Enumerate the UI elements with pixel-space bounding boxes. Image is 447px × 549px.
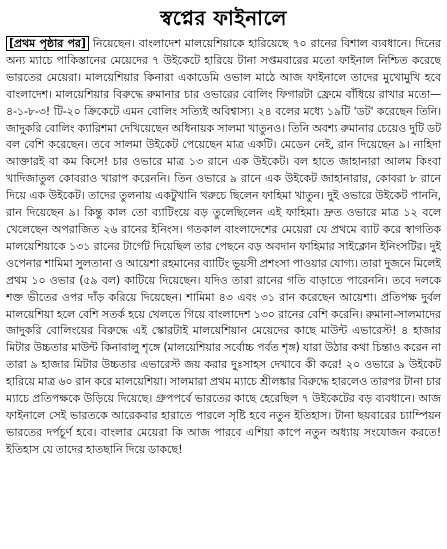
continuation-label: [প্রথম পৃষ্ঠার পর] <box>6 36 89 51</box>
headline: স্বপ্নের ফাইনালে <box>160 6 287 30</box>
article-body <box>6 36 441 546</box>
article-text: নিয়েছেন। বাংলাদেশ মালয়েশিয়াকে হারিয়েছে ৭০ রানের বিশাল ব্যবধানে। দিনের অন্য ম্যাচে পাকিস্তানের মেয়েদের ৭ উইকেটে হারিয়ে টানা সপ্তমবারের মতো ফাইনাল নিশ্চিত করেছে ভারতের মেয়েরা। মালয়েশিয়ার কিনারা একাডেমি ওভাল মাঠে আজ ফাইনালে তাদের মুখোমুখি হবে বাংলাদেশ। মালয়েশিয়ার বিরুদ্ধে রুমানার চার ওভারের বোলিং ফিগারটা ফ্রেমে বাঁধিয়ে রাখার মতো—৪-১-৮-৩! টি-২০ ক্রিকেটে এমন বোলিং সত্যিই অবিশ্বাস্য। ২৪ বলের মধ্যে ১৯টি 'ডট' করেছেন তিনি। জাদুকরি বোলিং ক্যারিশমা দেখিয়েছেন অধিনায়ক সালমা খাতুনও। তিনি অবশ্য রুমানার চেয়েও দুটি ডট বল বেশি করেছেন। তবে সালমা উইকেট পেয়েছেন মাত্র একটি। মেডেন নেই, রান দিয়েছেন ৯। নাহিদা আক্তারই বা কম কিসে! চার ওভারে মাত্র ১৩ রানে এক উইকেট। বল হাতে জাহানারা আলম কিংবা খাদিজাতুল কোবরাও খারাপ করেননি। তিন ওভারে ৯ রানে এক উইকেট জাহানারার, কোবরা ৮ রানে দিয়ে এক উইকেট। তাদের তুলনায় একটুখানি খরুচে ছিলেন ফাহিমা খাতুন। দুই ওভারে উইকেট পাননি, রান দিয়েছেন ৯। কিন্তু কাল তো ব্যাটিংয়ে বড় তুলেছিলেন এই ফাহিমা। দ্রুত ওভারে মাত্র ১২ বলে খেলেছেন অপরাজিত ২৬ রানের ইনিংস। গতকাল বাংলাদেশের মেয়েরা যে প্রথমে ব্যাট করে স্বাগতিক মালয়েশিয়াকে ১৩১ রানের টার্গেট দিয়েছিল তার পেছনে বড় অবদান ফাহিমার সাইক্লোন ইনিংসটির। দুই ওপেনার শামিমা সুলতানা ও আয়েশা রহমানের ব্যাটিং ভূয়সী প্রশংসা পাওয়ার যোগ্য। তারা দুজনে মিলেই প্রথম ১০ ওভার (৫৯ বল) কাটিয়ে দিয়েছেন। যদিও তারা রানের গতি বাড়াতে পারেননি। তবে দলকে শক্ত ভীতের ওপর দাঁড় করিয়ে দিয়েছেন। শামিমা ৪৩ এবং ৩১ রান করেছেন আয়েশা। প্রতিপক্ষ দুর্বল মালয়েশিয়া হলে বেশি সতর্ক হয়ে খেলতে গিয়ে বাংলাদেশ ১৩০ রানের বেশি করেনি। রুমানা-সালমাদের জাদুকরি বোলিংয়ের বিরুদ্ধে এই স্কোরটাই মালয়েশিয়ান মেয়েদের কাছে মাউন্ট এভারেস্ট! ৪ হাজার মিটার উচ্চতার মাউন্ট কিনাবালু শৃঙ্গে (মালয়েশিয়ার সর্বোচ্চ পর্বত শৃঙ্গ) যারা উঠার কথা চিন্তাও করেন না তারা ৯ হাজার মিটার উচ্চতার এভারেস্ট জয় করার দুঃসাহস দেখাবে কী করে! ২০ ওভারে ৯ উইকেট হারিয়ে মাত্র ৬০ রান করে মালয়েশিয়া। সালমারা প্রথম ম্যাচে শ্রীলঙ্কার বিরুদ্ধে হারলেও তারপর টানা চার ম্যাচে প্রতিপক্ষকে উড়িয়ে দিয়েছে। গ্রুপপর্বে ভারতের কাছে হেরেছিল ৭ উইকেটের বড় ব্যবধানে। আজ ফাইনালে সেই ভারতকে আরেকবার হারাতে পারলে সৃষ্টি হবে নতুন ইতিহাস। টানা ছয়বারের চ্যাম্পিয়ন ভারতের দর্পচূর্ণ হবে। বাংলার মেয়েরা কি আজ পারবে এশিয়া কাপে নতুন অধ্যায় সংযোজন করতে! ইতিহাস যে তাদের হাতছানি দিয়ে ডাকছে! <box>6 37 441 456</box>
